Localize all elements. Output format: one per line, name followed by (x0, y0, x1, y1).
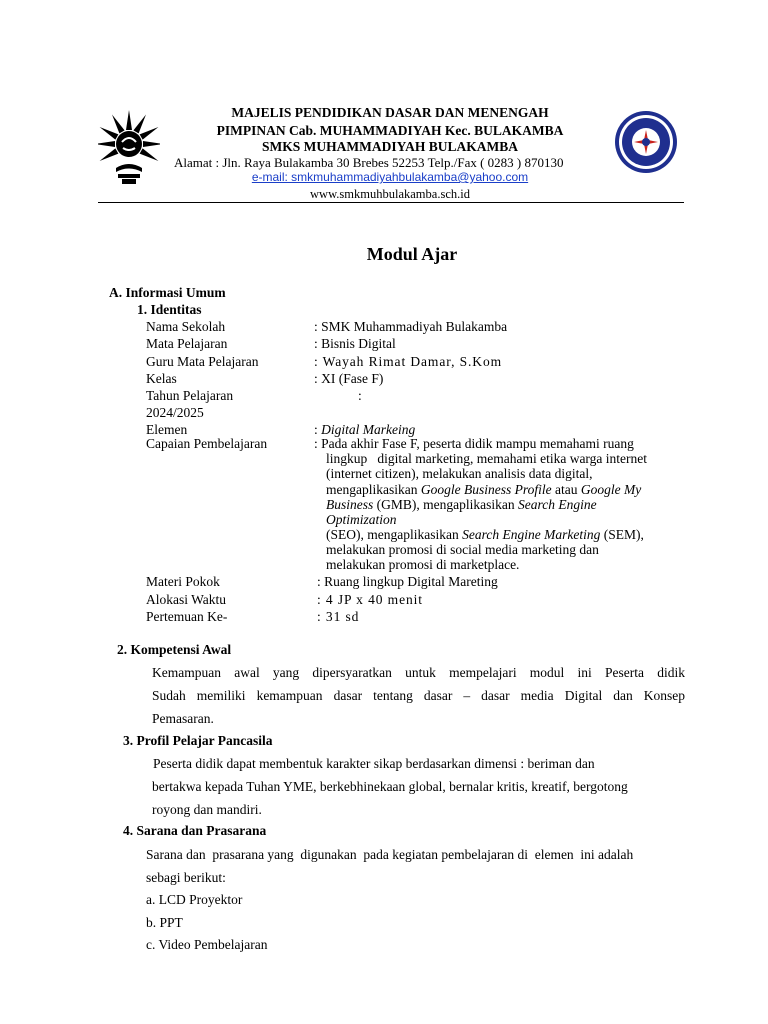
profil-line-2: bertakwa kepada Tuhan YME, berkebhinekaan global, bernalar kritis, kreatif, bergotong (152, 779, 628, 794)
sarana-item: c. Video Pembelajaran (146, 937, 268, 952)
kompetensi-line-3: Pemasaran. (152, 711, 214, 726)
kompetensi-heading: 2. Kompetensi Awal (117, 642, 232, 657)
value-pertemuan: : 31 sd (317, 609, 360, 624)
kompetensi-line-1: Kemampuan awal yang dipersyaratkan untuk mempelajari modul ini Peserta didik (152, 665, 685, 680)
label-materi-pokok: Materi Pokok (146, 574, 220, 589)
capaian-line-3: (internet citizen), melakukan analisis data digital, (326, 466, 593, 481)
header-address: Alamat : Jln. Raya Bulakamba 30 Brebes 52253 Telp./Fax ( 0283 ) 870130 (174, 155, 564, 170)
label-alokasi-waktu: Alokasi Waktu (146, 592, 227, 607)
label-mata-pelajaran: Mata Pelajaran (146, 336, 228, 351)
sarana-line-1: Sarana dan prasarana yang digunakan pada kegiatan pembelajaran di elemen ini adalah (146, 847, 634, 862)
capaian-italic-term: Google Business Profile (420, 482, 552, 497)
value-materi-pokok: : Ruang lingkup Digital Mareting (317, 574, 498, 589)
sarana-line-2: sebagi berikut: (146, 870, 226, 885)
value-mata-pelajaran: : Bisnis Digital (314, 336, 396, 351)
profil-heading: 3. Profil Pelajar Pancasila (123, 733, 273, 748)
capaian-text: (SEM), (600, 527, 644, 542)
capaian-line-6: Optimization (326, 512, 397, 527)
sarana-item: a. LCD Proyektor (146, 892, 243, 907)
capaian-line-1: : Pada akhir Fase F, peserta didik mampu memahami ruang (314, 436, 634, 451)
muhammadiyah-sun-logo (98, 108, 160, 188)
header-website[interactable]: www.smkmuhbulakamba.sch.id (310, 187, 470, 201)
value-elemen-prefix: : (314, 422, 322, 437)
capaian-italic-term: Business (326, 497, 374, 512)
value-guru: : Wayah Rimat Damar, S.Kom (314, 354, 502, 369)
capaian-text: (GMB), mengaplikasikan (373, 497, 518, 512)
sarana-item: b. PPT (146, 915, 183, 930)
label-kelas: Kelas (146, 371, 177, 386)
value-alokasi-waktu: : 4 JP x 40 menit (317, 592, 423, 607)
capaian-text: atau (551, 482, 581, 497)
capaian-line-8: melakukan promosi di social media marketing dan (326, 542, 599, 557)
capaian-line-2: lingkup digital marketing, memahami etika warga internet (326, 451, 648, 466)
capaian-italic-term: Google My (580, 482, 642, 497)
capaian-italic-term: Search Engine (517, 497, 597, 512)
value-kelas: : XI (Fase F) (314, 371, 384, 386)
header-council-name: MAJELIS PENDIDIKAN DASAR DAN MENENGAH (231, 105, 549, 120)
sarana-heading: 4. Sarana dan Prasarana (123, 823, 267, 838)
label-elemen: Elemen (146, 422, 188, 437)
profil-line-1: Peserta didik dapat membentuk karakter sikap berdasarkan dimensi : beriman dan (153, 756, 595, 771)
tahun-pelajaran-year: 2024/2025 (146, 405, 204, 420)
label-guru: Guru Mata Pelajaran (146, 354, 259, 369)
label-pertemuan: Pertemuan Ke- (146, 609, 228, 624)
identitas-subheading: 1. Identitas (137, 302, 202, 317)
label-capaian: Capaian Pembelajaran (146, 436, 268, 451)
header-email-link[interactable]: e-mail: smkmuhammadiyahbulakamba@yahoo.com (251, 170, 529, 184)
value-tahun-pelajaran: : (358, 388, 362, 403)
header-school-name: SMKS MUHAMMADIYAH BULAKAMBA (262, 139, 518, 154)
capaian-italic-term: Search Engine Marketing (462, 527, 601, 542)
label-nama-sekolah: Nama Sekolah (146, 319, 226, 334)
header-divider (98, 202, 684, 203)
header-branch-name: PIMPINAN Cab. MUHAMMADIYAH Kec. BULAKAMBA (216, 123, 564, 138)
page-title: Modul Ajar (366, 244, 458, 264)
label-tahun-pelajaran: Tahun Pelajaran (146, 388, 234, 403)
capaian-line-9: melakukan promosi di marketplace. (326, 557, 520, 572)
capaian-text: mengaplikasikan (326, 482, 421, 497)
value-nama-sekolah: : SMK Muhammadiyah Bulakamba (314, 319, 508, 334)
capaian-line-7 (326, 527, 644, 543)
value-elemen-text: Digital Markeing (321, 422, 416, 437)
kompetensi-line-2: Sudah memiliki kemampuan dasar tentang dasar – dasar media Digital dan Konsep (152, 688, 685, 703)
section-a-heading: A. Informasi Umum (109, 285, 226, 300)
capaian-text: (SEO), mengaplikasikan (326, 527, 463, 542)
capaian-line-4 (326, 482, 641, 498)
capaian-line-5 (326, 497, 597, 513)
profil-line-3: royong dan mandiri. (152, 802, 262, 817)
